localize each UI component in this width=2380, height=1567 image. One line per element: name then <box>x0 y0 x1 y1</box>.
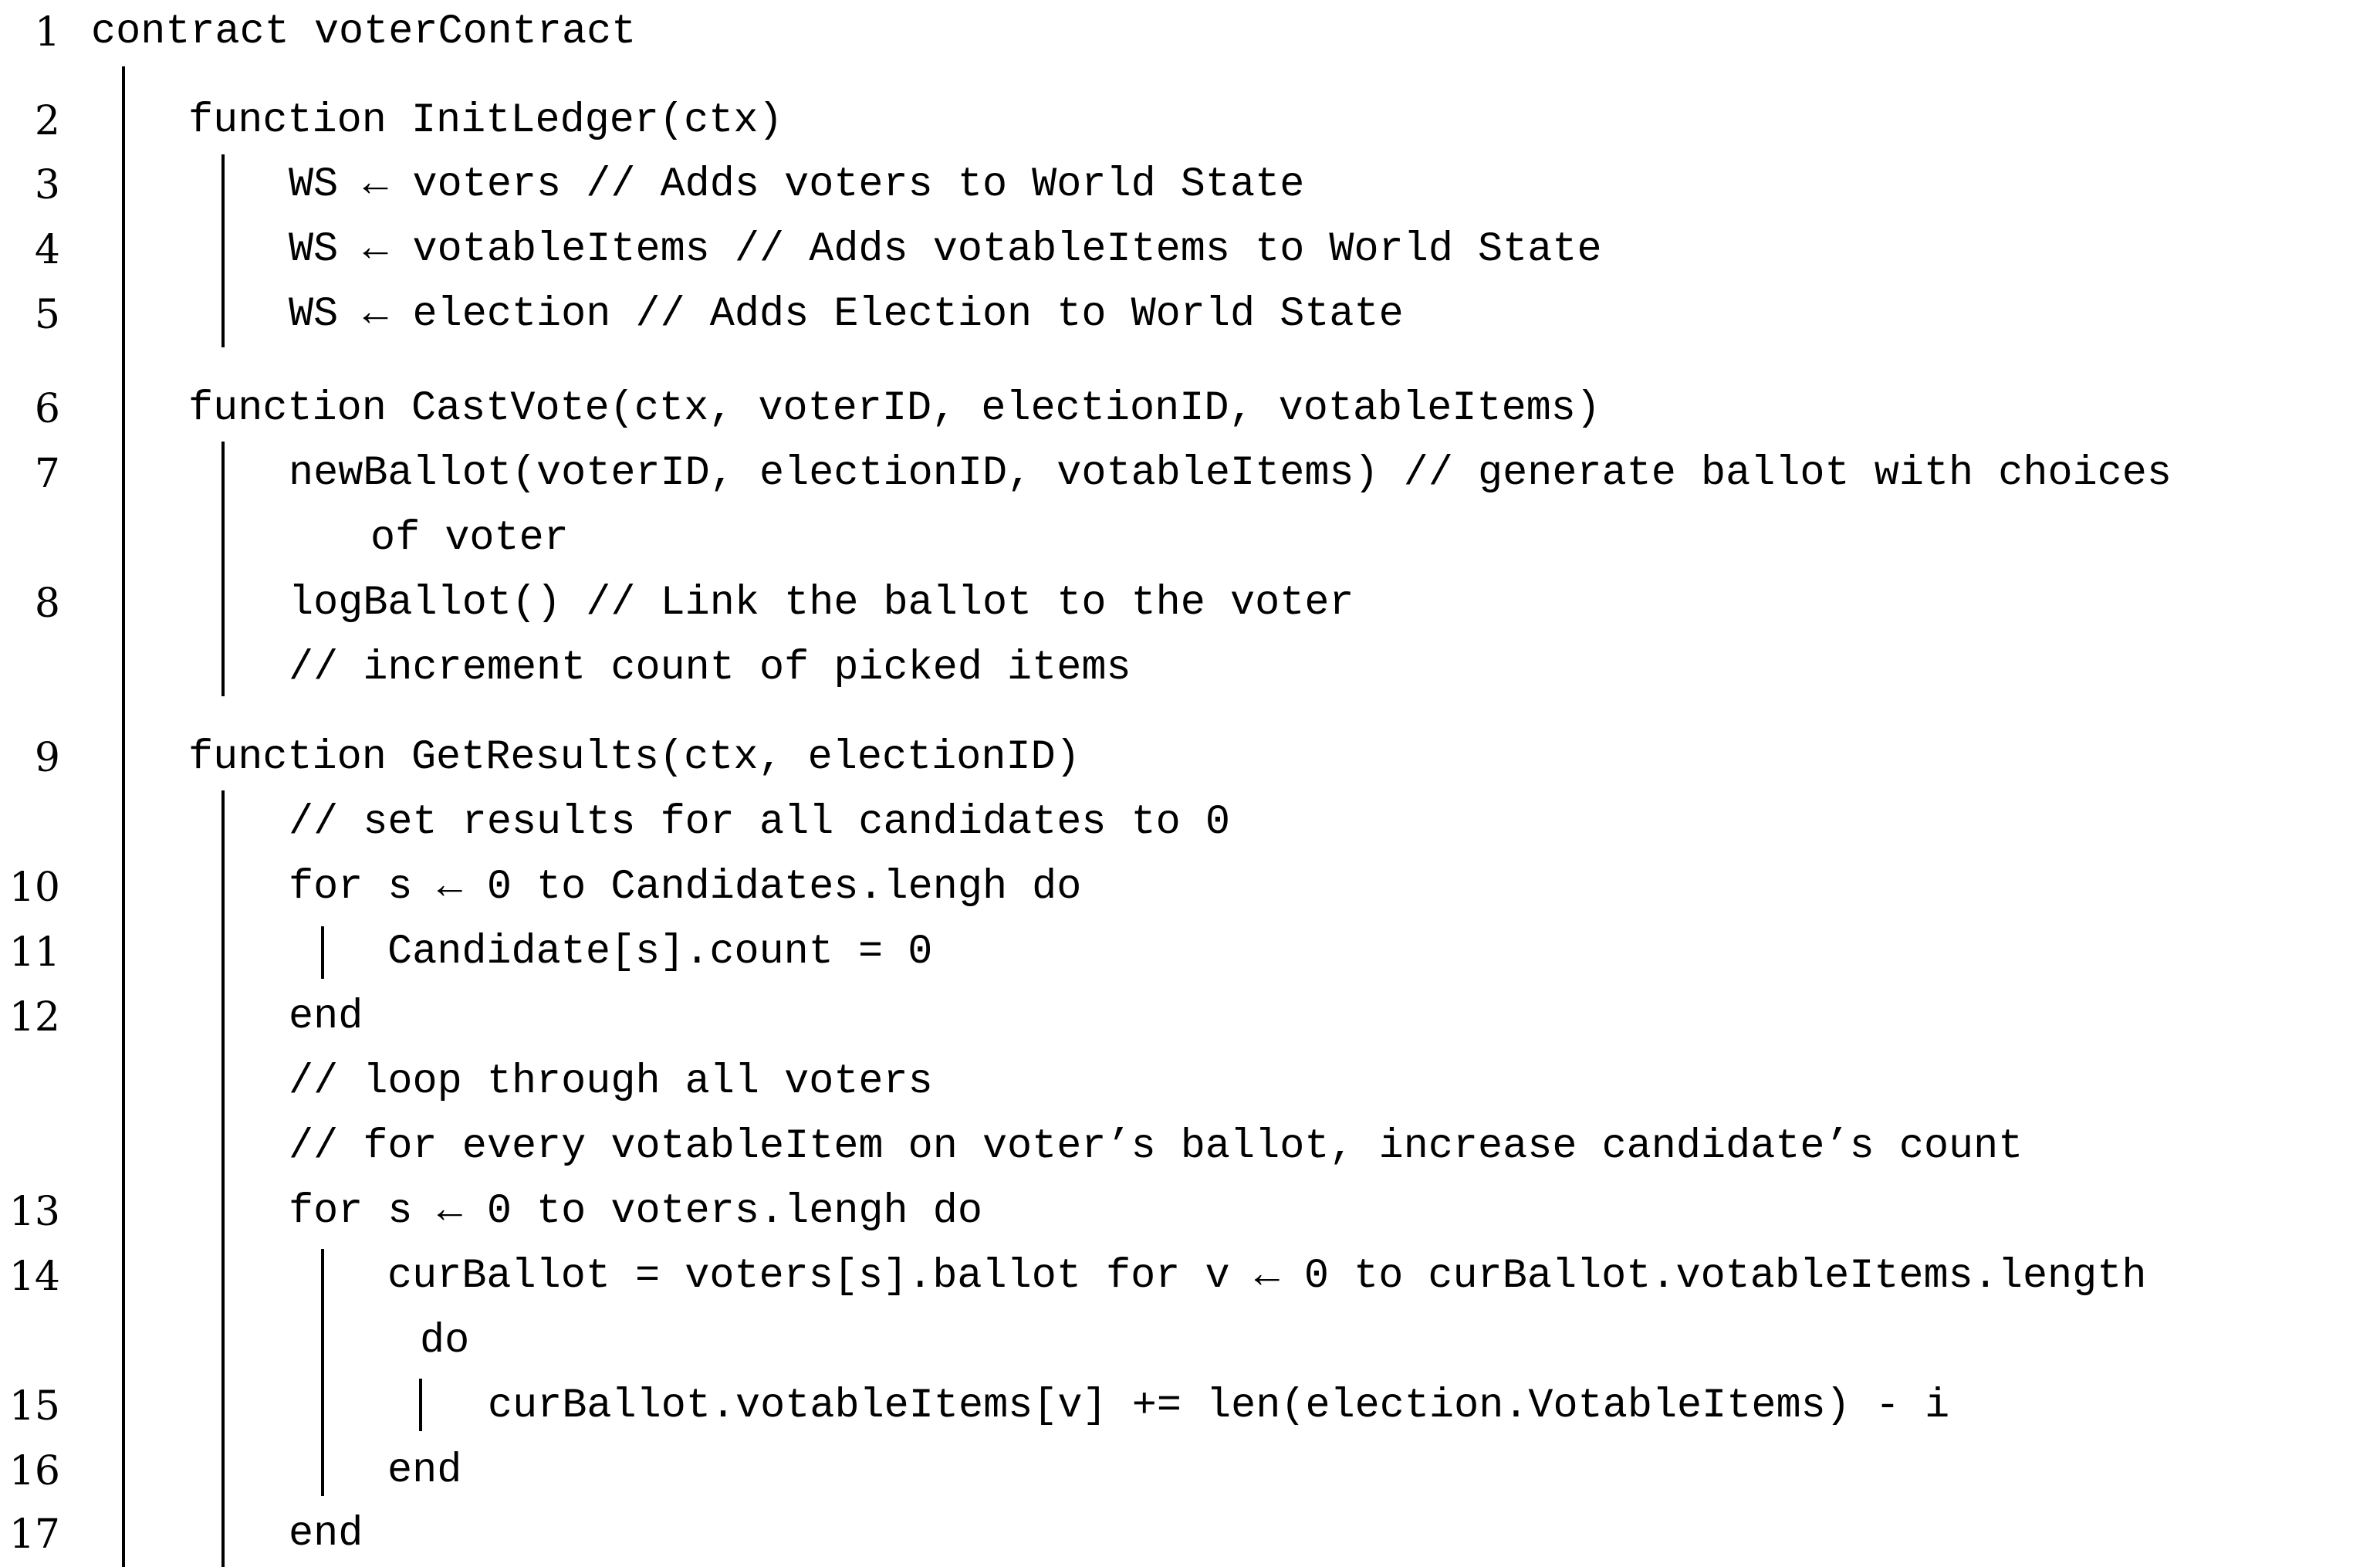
code-text: // set results for all candidates to 0 <box>289 799 1230 846</box>
code-line <box>0 1179 2380 1244</box>
code-text: curBallot.votableItems[v] += len(election.VotableItems) - i <box>488 1383 1950 1430</box>
code-line <box>0 1115 2380 1179</box>
code-text: // loop through all voters <box>289 1058 933 1105</box>
line-number: 1 <box>34 9 60 56</box>
code-line <box>0 855 2380 920</box>
code-line <box>0 571 2380 636</box>
code-line <box>0 0 2380 65</box>
code-text: end <box>387 1447 462 1494</box>
line-number: 16 <box>8 1448 60 1494</box>
line-number: 6 <box>34 386 60 432</box>
code-line <box>0 726 2380 790</box>
line-number: 9 <box>34 735 60 781</box>
code-text: for s ← 0 to voters.lengh do <box>289 1188 982 1235</box>
code-text: newBallot(voterID, electionID, votableItems) // generate ballot with choices <box>289 450 2172 497</box>
line-number: 3 <box>34 162 60 208</box>
line-number: 7 <box>34 451 60 497</box>
code-line <box>0 283 2380 347</box>
code-line <box>0 1439 2380 1504</box>
code-text: logBallot() // Link the ballot to the voter <box>289 580 1354 627</box>
line-number: 2 <box>34 98 60 144</box>
line-number: 17 <box>8 1511 60 1558</box>
code-line <box>0 790 2380 855</box>
line-number: 12 <box>8 994 60 1041</box>
code-line <box>0 985 2380 1050</box>
code-line <box>0 1502 2380 1567</box>
code-line <box>0 636 2380 701</box>
code-text: curBallot = voters[s].ballot for v ← 0 to curBallot.votableItems.length <box>387 1253 2147 1300</box>
line-number: 4 <box>34 227 60 273</box>
line-number: 15 <box>8 1383 60 1430</box>
line-number: 14 <box>8 1254 60 1300</box>
code-text: // for every votableItem on voter’s ballot, increase candidate’s count <box>289 1123 2023 1170</box>
code-text: do <box>420 1318 470 1365</box>
code-text: end <box>289 993 363 1041</box>
code-text: contract voterContract <box>91 8 637 56</box>
code-text: function CastVote(ctx, voterID, electionID, votableItems) <box>188 385 1601 432</box>
line-number: 8 <box>34 580 60 627</box>
code-line <box>0 1309 2380 1374</box>
code-line <box>0 1050 2380 1115</box>
code-text: function InitLedger(ctx) <box>188 97 783 144</box>
code-text: for s ← 0 to Candidates.lengh do <box>289 864 1082 911</box>
code-text: WS ← election // Adds Election to World State <box>289 291 1404 338</box>
code-line <box>0 442 2380 506</box>
code-text: end <box>289 1511 363 1558</box>
line-number: 5 <box>34 292 60 338</box>
code-line <box>0 153 2380 218</box>
code-text: // increment count of picked items <box>289 645 1131 692</box>
code-line <box>0 377 2380 442</box>
code-text: WS ← votableItems // Adds votableItems to World State <box>289 226 1602 273</box>
code-line <box>0 920 2380 985</box>
code-line <box>0 1244 2380 1309</box>
code-text: WS ← voters // Adds voters to World State <box>289 161 1305 208</box>
line-number: 13 <box>8 1189 60 1235</box>
line-number: 10 <box>8 865 60 911</box>
code-line <box>0 1374 2380 1439</box>
code-line <box>0 218 2380 283</box>
code-line <box>0 89 2380 154</box>
code-text: Candidate[s].count = 0 <box>387 929 933 976</box>
code-line <box>0 506 2380 571</box>
code-text: of voter <box>370 515 569 562</box>
line-number: 11 <box>8 929 60 976</box>
code-text: function GetResults(ctx, electionID) <box>188 734 1080 781</box>
